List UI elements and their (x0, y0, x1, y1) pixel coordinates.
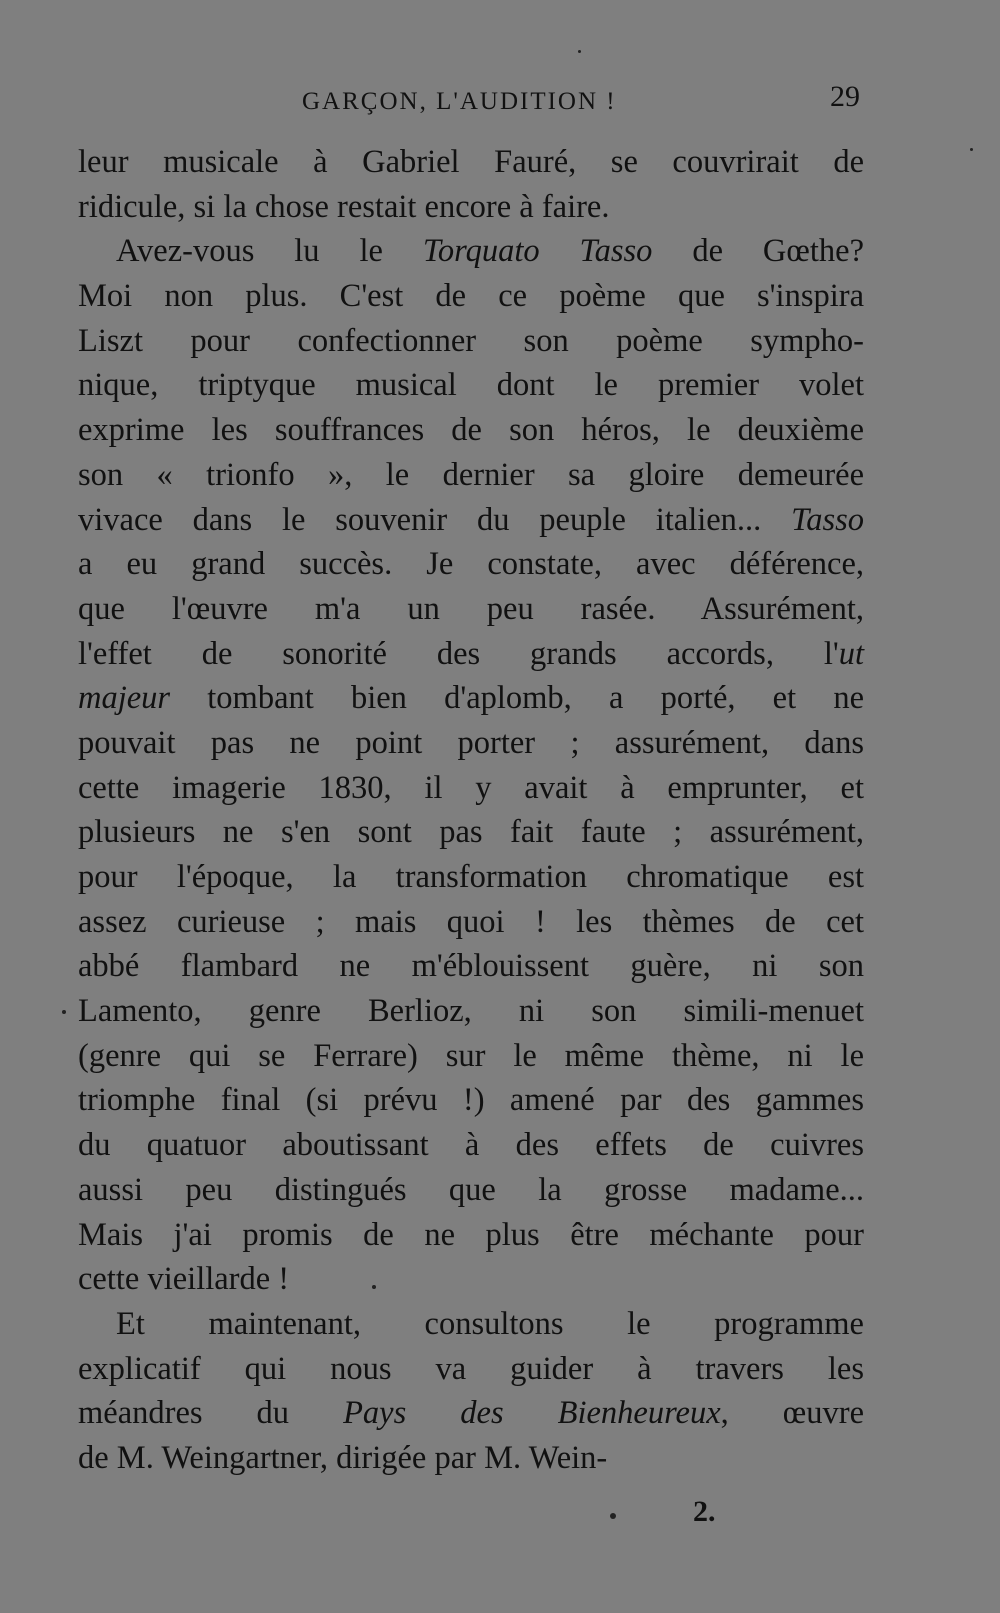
text-segment: que l'œuvre m'a un peu rasée. Assurément, (78, 590, 864, 627)
text-segment: son « trionfo », le dernier sa gloire demeurée (78, 456, 864, 493)
text-line (78, 1168, 864, 1213)
text-line (78, 408, 864, 453)
page-number: 29 (830, 80, 860, 113)
text-segment: Lamento, genre Berlioz, ni son simili-menuet (78, 993, 864, 1030)
text-segment: Moi non plus. C'est de ce poème que s'inspira (78, 278, 864, 315)
text-segment: assez curieuse ; mais quoi ! les thèmes de cet (78, 903, 864, 940)
text-line (78, 185, 864, 230)
text-line (78, 229, 864, 274)
text-line (78, 1078, 864, 1123)
text-line (78, 900, 864, 945)
text-segment: de Gœthe? (652, 233, 864, 270)
text-segment: exprime les souffrances de son héros, le deuxième (78, 412, 864, 449)
text-line (78, 498, 864, 543)
text-line (78, 721, 864, 766)
scan-speck (578, 50, 581, 53)
text-line (78, 1302, 864, 1347)
text-segment: pour l'époque, la transformation chromatique est (78, 859, 864, 895)
text-line (78, 632, 864, 677)
text-segment: abbé flambard ne m'éblouissent guère, ni son (78, 948, 864, 985)
text-segment: du quatuor aboutissant à des effets de cuivres (78, 1127, 864, 1164)
text-segment: de M. Weingartner, dirigée par M. Wein- (78, 1439, 608, 1476)
text-segment: explicatif qui nous va guider à travers les (78, 1350, 864, 1387)
text-line (78, 1257, 864, 1302)
scan-speck (610, 1513, 616, 1519)
text-segment: Liszt pour confectionner son poème sympho- (78, 322, 864, 359)
text-segment: l'effet de sonorité des grands accords, l' (78, 635, 839, 672)
text-line (78, 855, 864, 900)
text-segment: Mais j'ai promis de ne plus être méchante pour (78, 1216, 864, 1253)
text-segment: cette vieillarde ! (78, 1261, 290, 1298)
scan-speck (372, 1285, 376, 1289)
text-segment: aussi peu distingués que la grosse madame... (78, 1171, 864, 1208)
text-line (78, 1391, 864, 1436)
text-line (78, 989, 864, 1034)
text-segment: méandres du (78, 1395, 344, 1432)
text-segment: triomphe final (si prévu !) amené par des gammes (78, 1082, 864, 1119)
signature-mark: 2. (693, 1495, 716, 1528)
italic-title: Pays des Bienheureux (343, 1395, 721, 1432)
italic-title: ut (838, 635, 864, 672)
italic-title: Torquato Tasso (422, 233, 653, 270)
text-segment: a eu grand succès. Je constate, avec déférence, (78, 546, 864, 583)
italic-title: Tasso (791, 501, 864, 538)
text-segment: pouvait pas ne point porter ; assurément, dans (78, 724, 864, 761)
text-segment: Avez-vous lu le (116, 233, 423, 270)
text-line (78, 810, 864, 855)
text-segment: tombant bien d'aplomb, a porté, et ne (170, 680, 864, 717)
page-header (80, 80, 862, 120)
italic-title: majeur (78, 680, 171, 717)
text-line (78, 1436, 864, 1481)
text-line (78, 319, 864, 364)
text-line (78, 274, 864, 319)
running-title: GARÇON, L'AUDITION ! (302, 88, 617, 115)
text-segment: , œuvre (720, 1395, 865, 1432)
text-line (78, 363, 864, 408)
text-line (78, 1034, 864, 1079)
text-segment: nique, triptyque musical dont le premier volet (78, 367, 864, 404)
text-segment: Et maintenant, consultons le programme (116, 1305, 864, 1342)
text-line (78, 676, 864, 721)
text-segment: ridicule, si la chose restait encore à faire. (78, 188, 610, 225)
text-line (78, 944, 864, 989)
text-segment: cette imagerie 1830, il y avait à emprunter, et (78, 769, 864, 806)
text-line (78, 1347, 864, 1392)
scan-speck (62, 1010, 66, 1014)
text-segment: (genre qui se Ferrare) sur le même thème, ni le (78, 1037, 864, 1074)
text-line (78, 587, 864, 632)
text-line (78, 766, 864, 811)
text-segment: vivace dans le souvenir du peuple italien... (78, 501, 792, 538)
text-segment: leur musicale à Gabriel Fauré, se couvrirait de (78, 144, 864, 180)
body-text (78, 140, 864, 1481)
text-line (78, 542, 864, 587)
text-line (78, 140, 864, 185)
text-line (78, 453, 864, 498)
scan-speck (970, 148, 973, 151)
text-segment: plusieurs ne s'en sont pas fait faute ; assurément, (78, 814, 864, 851)
text-line (78, 1213, 864, 1258)
text-line (78, 1123, 864, 1168)
